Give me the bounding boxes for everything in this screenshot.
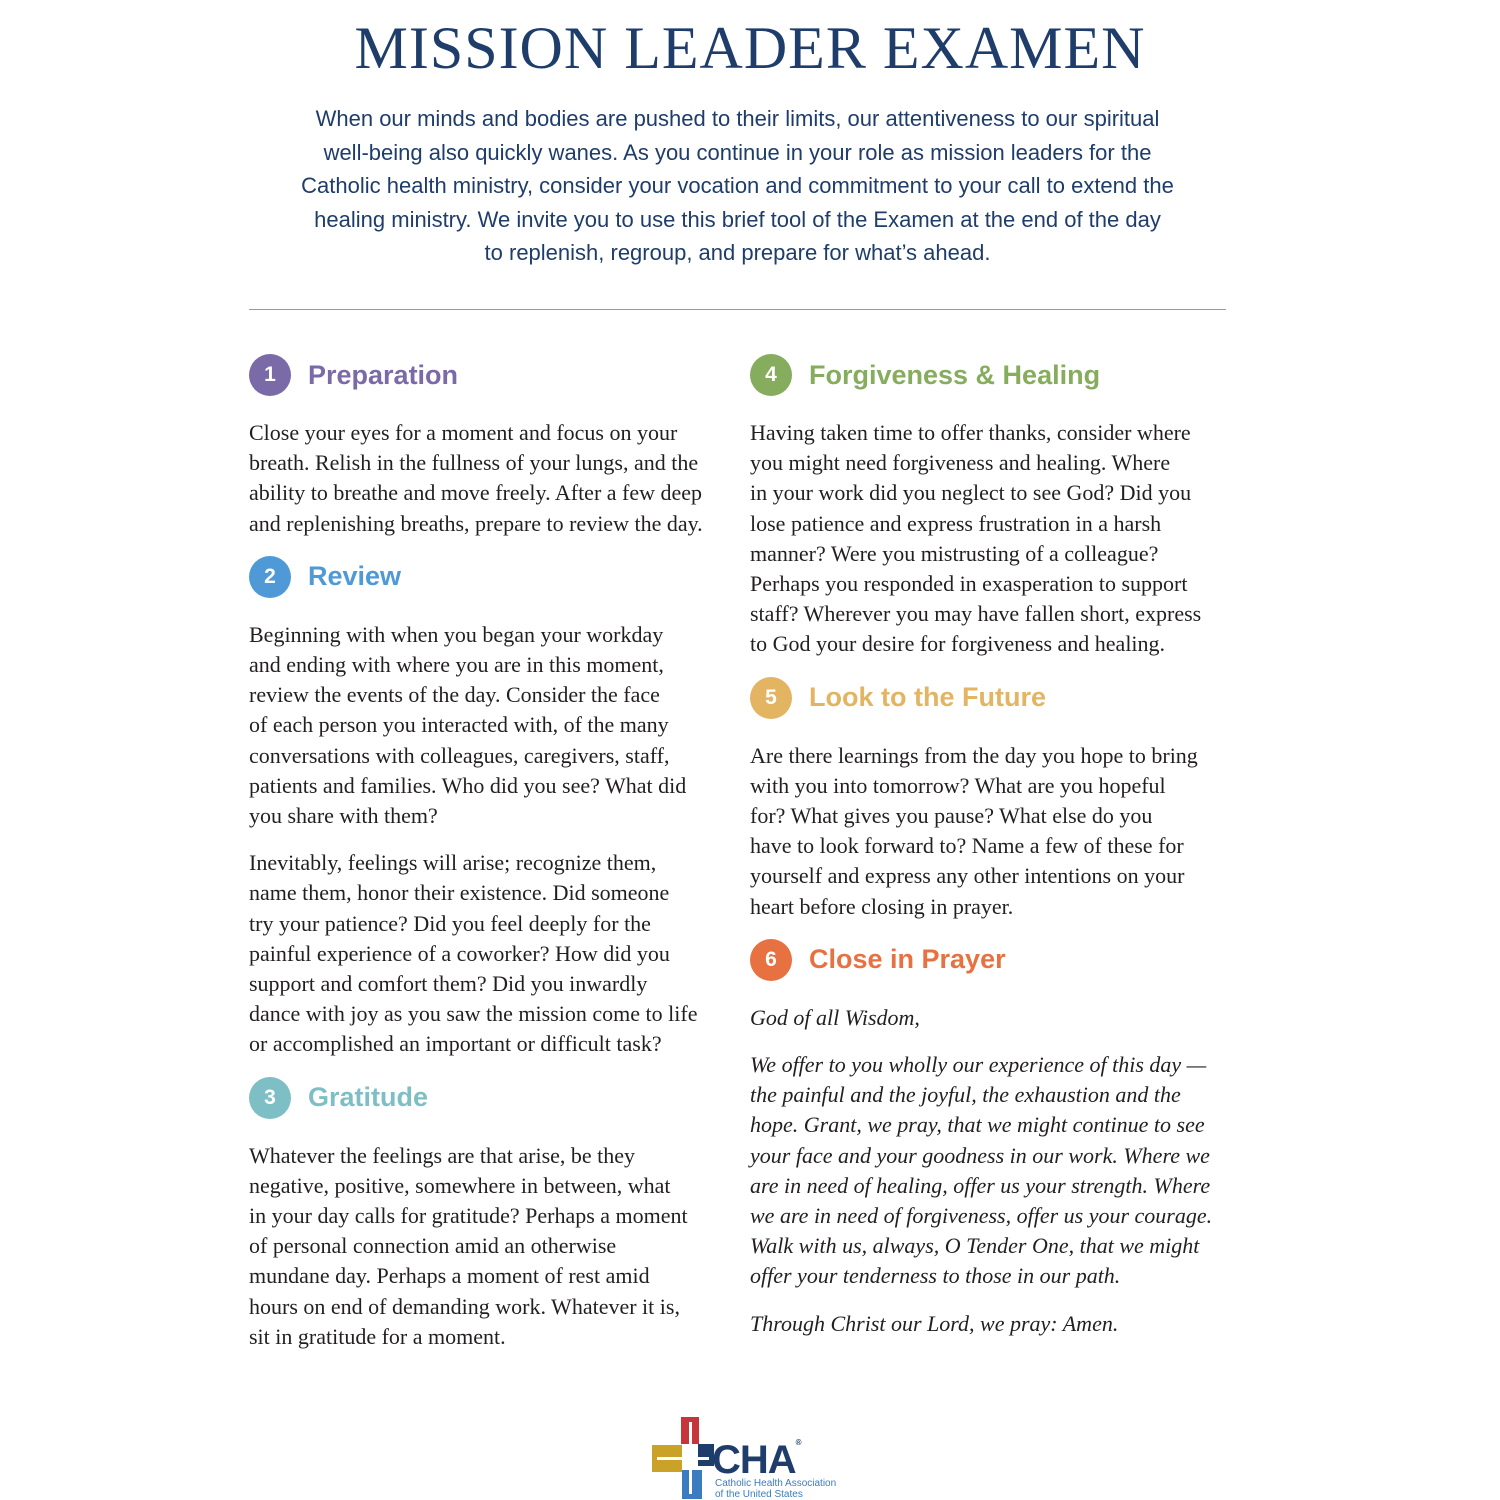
section-forgiveness-healing <box>750 354 1230 660</box>
section-header <box>750 354 1230 396</box>
step-number-badge: 6 <box>750 939 792 981</box>
section-paragraph: Are there learnings from the day you hope to bring with you into tomorrow? What are you hopeful for? What gives you pause? What else do you have to look forward to? Name a few of these for yourself and express any other intentions on your heart before closing in prayer. <box>750 742 1198 919</box>
step-number-badge: 5 <box>750 677 792 719</box>
step-number-badge: 4 <box>750 354 792 396</box>
section-title: Close in Prayer <box>809 944 1006 975</box>
section-review <box>249 556 729 1060</box>
section-body <box>249 418 729 539</box>
right-column <box>750 354 1230 1356</box>
intro-paragraph <box>250 102 1225 270</box>
step-number-badge: 3 <box>249 1077 291 1119</box>
page-title: MISSION LEADER EXAMEN <box>354 15 1146 81</box>
section-paragraph: Close your eyes for a moment and focus on your breath. Relish in the fullness of your lungs, and the ability to breathe and move freely. After a few deep and replenishing breaths, prepare to review the day. <box>249 420 703 536</box>
section-preparation <box>249 354 729 539</box>
section-title: Forgiveness & Healing <box>809 359 1101 390</box>
section-body <box>249 620 729 1060</box>
section-title: Preparation <box>308 359 459 390</box>
section-header <box>750 939 1230 981</box>
section-body <box>750 1003 1230 1339</box>
intro-line: When our minds and bodies are pushed to their limits, our attentiveness to our spiritual <box>315 106 1160 131</box>
logo-letters: CHA® <box>712 1438 801 1482</box>
prayer-text: We offer to you wholly our experience of this day — the painful and the joyful, the exhaustion and the hope. Grant, we pray, that we might continue to see your face and your goodness in our work. Where we are in need of healing, offer us your strength. Where we are in need of forgiveness, offer us your courage. Walk with us, always, O Tender One, that we might offer your tenderness to those in our path. <box>750 1052 1213 1289</box>
logo-org-name: Catholic Health Association of the United States <box>715 1478 837 1500</box>
prayer-salutation: God of all Wisdom, <box>750 1004 920 1030</box>
section-title: Review <box>308 561 402 592</box>
section-paragraph: Having taken time to offer thanks, consider where you might need forgiveness and healing. Where in your work did you neglect to see God? Did you lose patience and express frustration in a harsh manner? Were you mistrusting of a colleague? Perhaps you responded in exasperation to support staff? Wherever you may have fallen short, express to God your desire for forgiveness and healing. <box>750 420 1202 657</box>
divider <box>249 309 1226 310</box>
section-header <box>249 1077 729 1119</box>
intro-line: Catholic health ministry, consider your vocation and commitment to your call to extend the <box>301 173 1174 198</box>
intro-line: well-being also quickly wanes. As you continue in your role as mission leaders for the <box>323 139 1152 165</box>
section-title: Look to the Future <box>809 682 1046 713</box>
section-header <box>750 677 1230 719</box>
section-title: Gratitude <box>308 1082 429 1113</box>
section-body <box>249 1141 729 1352</box>
intro-line: healing ministry. We invite you to use this brief tool of the Examen at the end of the day <box>314 206 1161 232</box>
section-close-in-prayer <box>750 939 1230 1339</box>
section-look-to-future <box>750 677 1230 922</box>
section-paragraph: Whatever the feelings are that arise, be they negative, positive, somewhere in between, what in your day calls for gratitude? Perhaps a moment of personal connection amid an otherwise mundane day. Perhaps a moment of rest amid hours on end of demanding work. Whatever it is, sit in gratitude for a moment. <box>249 1142 688 1349</box>
intro-line: to replenish, regroup, and prepare for what’s ahead. <box>484 240 991 265</box>
step-number-badge: 1 <box>249 354 291 396</box>
step-number-badge: 2 <box>249 556 291 598</box>
section-body <box>750 418 1230 660</box>
prayer-closing: Through Christ our Lord, we pray: Amen. <box>750 1310 1119 1336</box>
section-gratitude <box>249 1077 729 1352</box>
section-header <box>249 354 729 396</box>
left-column <box>249 354 729 1369</box>
section-header <box>249 556 729 598</box>
section-body <box>750 741 1230 922</box>
section-paragraph: Inevitably, feelings will arise; recognize them, name them, honor their existence. Did someone try your patience? Did you feel deeply for the painful experience of a coworker? How did you support and comfort them? Did you inwardly dance with joy as you saw the mission come to life or accomplished an important or difficult task? <box>249 850 698 1057</box>
section-paragraph: Beginning with when you began your workday and ending with where you are in this moment, review the events of the day. Consider the face of each person you interacted with, of the many conversations with colleagues, caregivers, staff, patients and families. Who did you see? What did you share with them? <box>249 621 687 829</box>
